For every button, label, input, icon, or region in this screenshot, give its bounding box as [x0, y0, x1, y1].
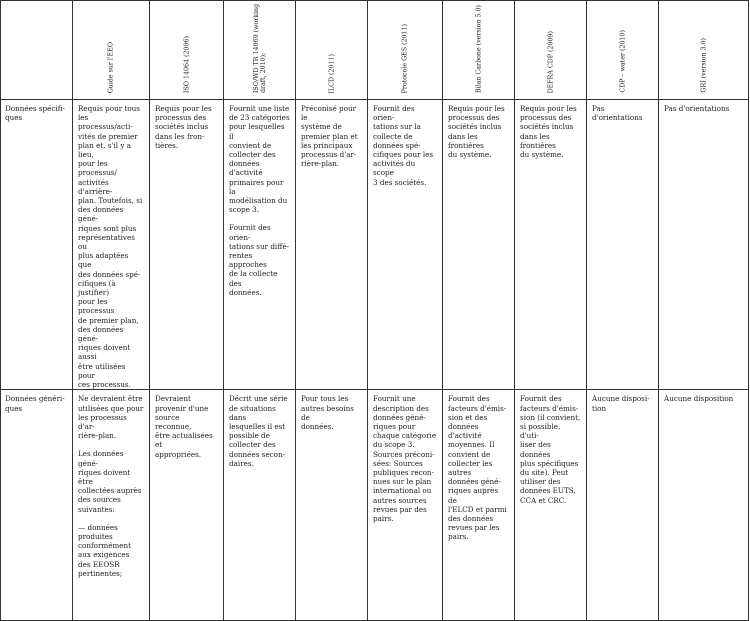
table-cell: Pas d'orientations	[587, 100, 659, 390]
table-cell: Préconisé pour le système de premier plan et les principaux processus d'ar- rière-plan.	[296, 100, 368, 390]
header-cdp-water: CDP – water (2010)	[587, 1, 659, 100]
header-row	[1, 1, 749, 100]
table-cell: Aucune disposition	[659, 390, 749, 621]
header-guide-eeo: Guide sur l'EEO	[73, 1, 150, 100]
header-iso-14069: ISO/WD TR 14069 (working draft, 2010);	[224, 1, 296, 100]
table-cell: Aucune disposi- tion	[587, 390, 659, 621]
table-cell: Requis pour tous les processus/acti- vités de premier plan et, s'il y a lieu, pour les processus/ activités d'arrière- plan. Toutefois, si des données géné- riques sont plus représentatives ou plus adaptées que des données spé- cifiques (à justifier) pour les processus de premier plan, des données géné- riques doivent aussi être utilisées pour ces processus.	[73, 100, 150, 390]
table-cell: Requis pour les processus des sociétés inclus dans les fron- tières.	[150, 100, 224, 390]
header-bilan-carbone: Bilan Carbone (version 5.0)	[443, 1, 515, 100]
table-cell: Fournit une description des données géné- riques pour chaque catégorie du scope 3. Sources préconi- sées: Sources publiques recon- nues sur le plan international ou autres sources revues par des pairs.	[368, 390, 443, 621]
table-cell: Pas d'orientations	[659, 100, 749, 390]
table-cell: Fournit des facteurs d'émis- sion et des données d'activité moyennes. Il convient de collecter les autres données géné- riques auprès de l'ELCD et parmi des données revues par les pairs.	[443, 390, 515, 621]
table-cell: Requis pour les processus des sociétés inclus dans les frontières du système.	[515, 100, 587, 390]
table-cell: Décrit une série de situations dans lesquelles il est possible de collecter des données secon- daires.	[224, 390, 296, 621]
header-gri: GRI (version 3.0)	[659, 1, 749, 100]
table-cell: Pour tous les autres besoins de données.	[296, 390, 368, 621]
table-cell: Ne devraient être utilisées que pour les processus d'ar- rière-plan. Les données géné- riques doivent être collectées auprès des sources suivantes: — données produites conformément aux exigences des EEOSR pertinentes;	[73, 390, 150, 621]
header-defra-cdp: DEFRA CDP (2009)	[515, 1, 587, 100]
table-cell: Fournit des facteurs d'émis- sion (il convient, si possible, d'uti- liser des données plus spécifiques du site). Peut utiliser des données EUTS, CCA et CRC.	[515, 390, 587, 621]
table-cell: Fournit une liste de 23 catégories pour lesquelles il convient de collecter des données d'activité primaires pour la modélisation du scope 3. Fournit des orien- tations sur diffé- rentes approches de la collecte des données.	[224, 100, 296, 390]
table-row-donnees-generiques	[1, 390, 749, 621]
header-ilcd: ILCD (2011)	[296, 1, 368, 100]
header-corner	[1, 1, 73, 100]
row-label: Données spécifi- ques	[1, 100, 73, 390]
header-protocole-ges: Protocole GES (2011)	[368, 1, 443, 100]
table-cell: Fournit des orien- tations sur la collecte de données spé- cifiques pour les activités du scope 3 des sociétés.	[368, 100, 443, 390]
table-row-donnees-specifiques	[1, 100, 749, 390]
header-iso-14064: ISO 14064 (2006)	[150, 1, 224, 100]
table-cell: Requis pour les processus des sociétés inclus dans les frontières du système.	[443, 100, 515, 390]
row-label: Données généri- ques	[1, 390, 73, 621]
table-cell: Devraient provenir d'une source reconnue, être actualisées et appropriées.	[150, 390, 224, 621]
